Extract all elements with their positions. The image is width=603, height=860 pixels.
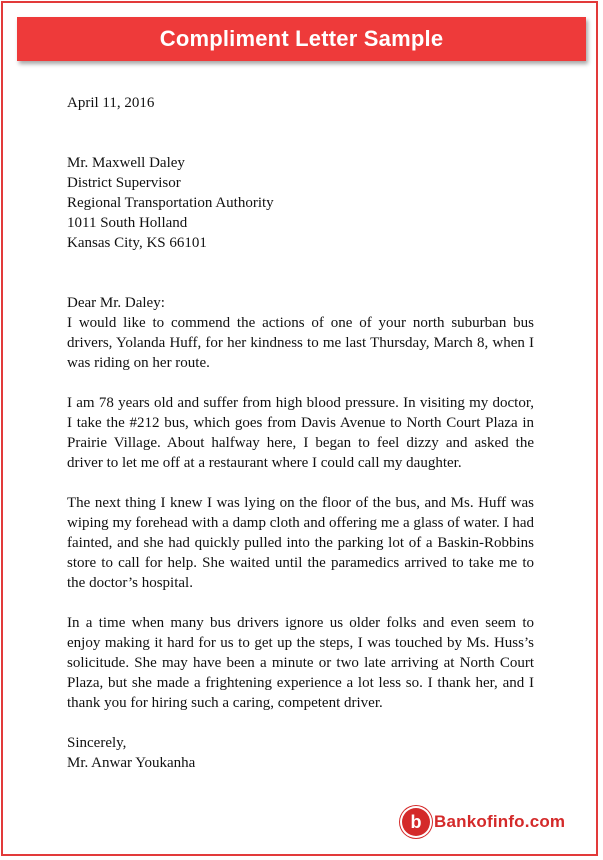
letter-body	[67, 93, 534, 773]
signature-name: Mr. Anwar Youkanha	[67, 755, 196, 771]
recipient-address	[67, 153, 534, 253]
watermark	[402, 806, 590, 838]
closing-block	[67, 733, 534, 773]
paragraph-3: The next thing I knew I was lying on the floor of the bus, and Ms. Huff was wiping my forehead with a damp cloth and offering me a glass of water. I had fainted, and she had quickly pulled into the parking lot of a Baskin-Robbins store to call for help. She waited until the paramedics arrived to take me to the doctor’s hospital.	[67, 495, 534, 591]
paragraph-2: I am 78 years old and suffer from high blood pressure. In visiting my doctor, I take the #212 bus, which goes from Davis Avenue to North Court Plaza in Prairie Village. About halfway here, I began to feel dizzy and asked the driver to let me off at a restaurant where I could call my daughter.	[67, 395, 534, 471]
bankofinfo-logo-icon	[402, 808, 430, 836]
recipient-title: District Supervisor	[67, 175, 181, 191]
recipient-street: 1011 South Holland	[67, 215, 188, 231]
letter-date: April 11, 2016	[67, 95, 155, 111]
recipient-city: Kansas City, KS 66101	[67, 235, 207, 251]
paragraph-4: In a time when many bus drivers ignore us older folks and even seem to enjoy making it hard for us to get up the steps, I was touched by Ms. Huss’s solicitude. She may have been a minute or two late arriving at North Court Plaza, but she made a frightening experience a lot less so. I thank her, and I thank you for hiring such a caring, competent driver.	[67, 615, 534, 711]
recipient-organization: Regional Transportation Authority	[67, 195, 274, 211]
recipient-name: Mr. Maxwell Daley	[67, 155, 185, 171]
closing: Sincerely,	[67, 735, 127, 751]
logo-letter: b	[410, 812, 422, 832]
page-title: Compliment Letter Sample	[159, 26, 444, 51]
watermark-text: Bankofinfo.com	[434, 812, 566, 831]
paragraph-1: I would like to commend the actions of one of your north suburban bus drivers, Yolanda Huff, for her kindness to me last Thursday, March 8, when I was riding on her route.	[67, 315, 534, 371]
salutation: Dear Mr. Daley:	[67, 295, 165, 311]
header-banner	[17, 17, 586, 61]
